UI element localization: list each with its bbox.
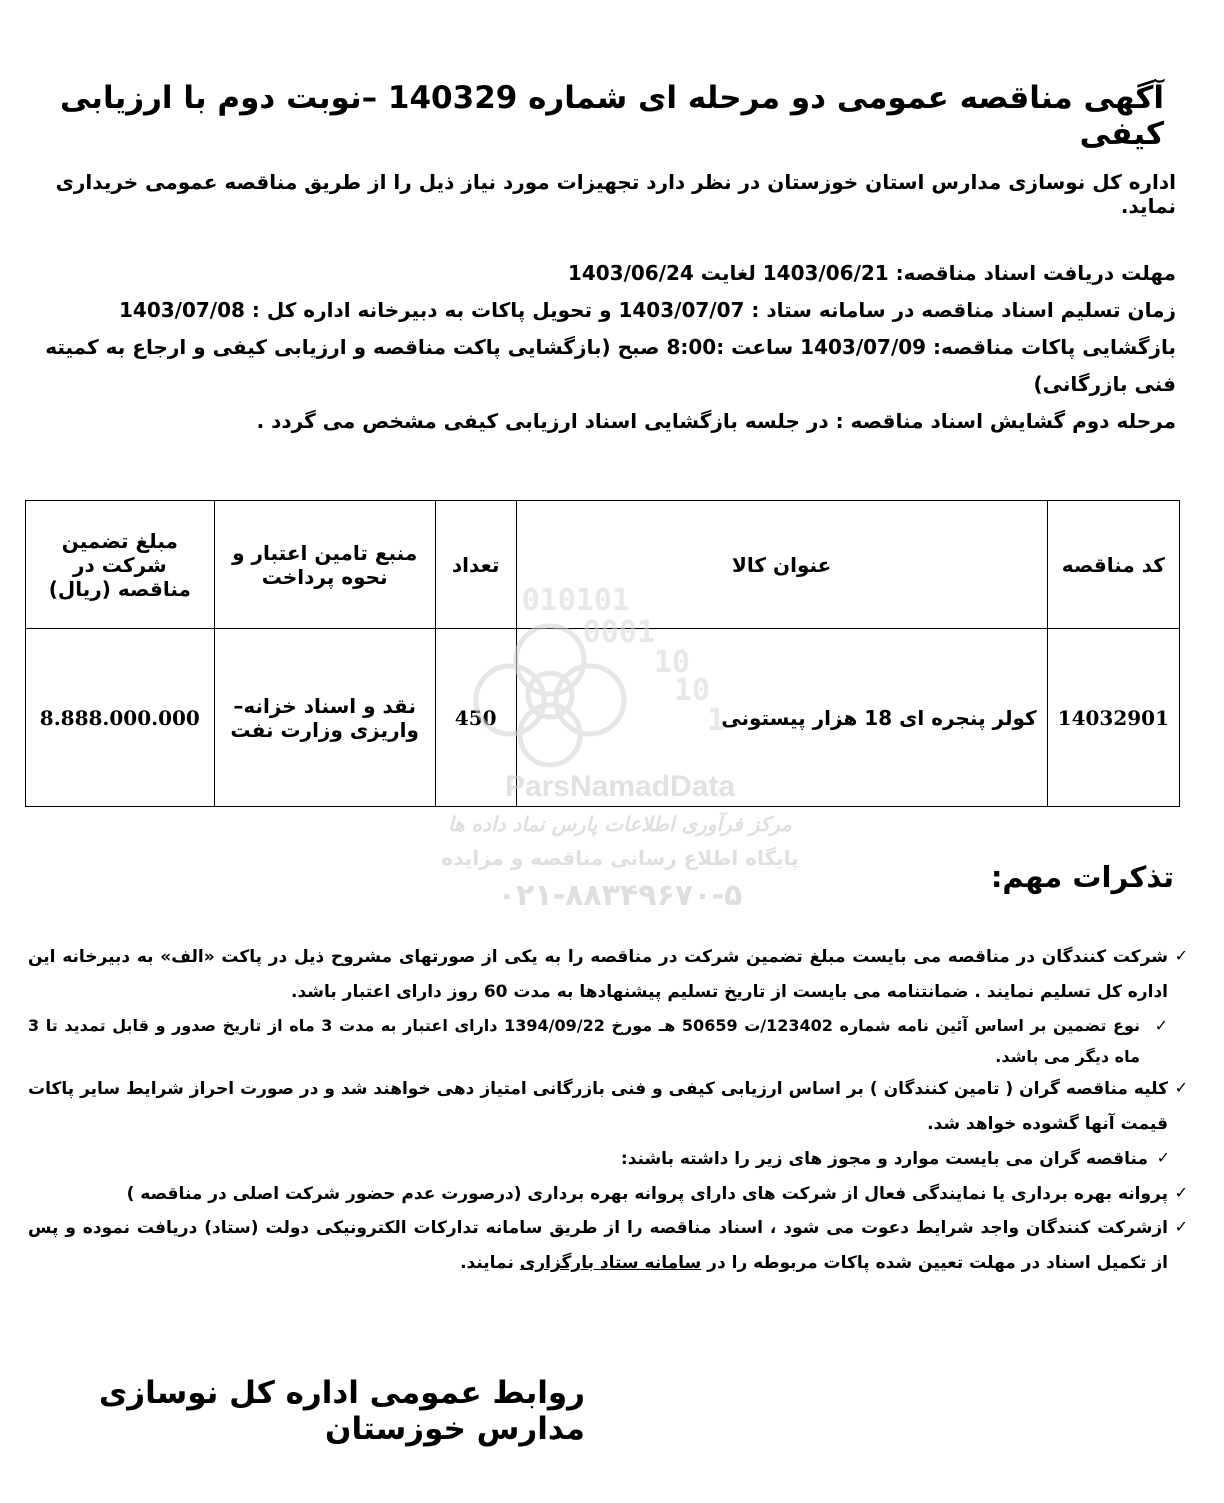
list-item: ✓ پروانه بهره برداری یا نمایندگی فعال از شرکت های دارای پروانه بهره برداری (درصورت عدم حضور شرکت اصلی در مناقصه ) xyxy=(28,1177,1188,1212)
svg-text:1: 1 xyxy=(706,703,725,738)
check-icon: ✓ xyxy=(1174,1217,1188,1237)
col-goods-header: عنوان کالا xyxy=(516,501,1047,629)
second-stage: مرحله دوم گشایش اسناد مناقصه : در جلسه بازگشایی اسناد ارزیابی کیفی مشخص می گردد . xyxy=(256,409,1176,433)
watermark-line2: پایگاه اطلاع رسانی مناقصه و مزایده xyxy=(441,846,799,870)
submission-time: زمان تسلیم اسناد مناقصه در سامانه ستاد : 1403/07/07 و تحویل پاکات به دبیرخانه اداره کل : 1403/07/08 xyxy=(118,298,1176,322)
list-item: ✓ کلیه مناقصه گران ( تامین کنندگان ) بر اساس ارزیابی کیفی و فنی بازرگانی امتیاز دهی خواهند شد و در صورت احراز شرایط سایر پاکات قیمت آنها گشوده خواهد شد. xyxy=(28,1072,1188,1142)
col-qty-header: تعداد xyxy=(435,501,516,629)
opening-time: بازگشایی پاکات مناقصه: 1403/07/09 ساعت :8:00 صبح (بازگشایی پاکت مناقصه و ارزیابی کیفی و ارجاع به کمیته فنی بازرگانی) xyxy=(45,335,1176,396)
footer-signature: روابط عمومی اداره کل نوسازی مدارس خوزستان xyxy=(98,1375,585,1447)
check-icon: ✓ xyxy=(1174,1182,1188,1202)
check-icon: ✓ xyxy=(1154,1015,1168,1035)
svg-text:10: 10 xyxy=(653,645,690,680)
svg-text:10: 10 xyxy=(673,673,710,708)
watermark-phone: ۰۲۱-۸۸۳۴۹۶۷۰-۵ xyxy=(497,878,743,913)
list-item: ✓ شرکت کنندگان در مناقصه می بایست مبلغ تضمین شرکت در مناقصه را به یکی از صورتهای مشروح ذیل در پاکت «الف» به دبیرخانه این اداره کل تسلیم نمایند . ضمانتنامه می بایست از تاریخ تسلیم پیشنهادها به مدت 60 روز دارای اعتبار باشد. xyxy=(28,940,1188,1010)
notes-list xyxy=(28,940,1188,1281)
receipt-deadline: مهلت دریافت اسناد مناقصه: 1403/06/21 لغایت 1403/06/24 xyxy=(567,261,1176,285)
list-item: ✓ نوع تضمین بر اساس آئین نامه شماره 123402/ت 50659 هـ مورخ 1394/09/22 دارای اعتبار به مدت 3 ماه از تاریخ صدور و قابل تمدید تا 3 ماه دیگر می باشد. xyxy=(28,1010,1188,1072)
cell-qty: 450 xyxy=(435,629,516,807)
cell-code: 14032901 xyxy=(1047,629,1179,807)
intro-paragraph: اداره کل نوسازی مدارس استان خوزستان در نظر دارد تجهیزات مورد نیاز ذیل را از طریق مناقصه عمومی خریداری نماید. xyxy=(55,170,1176,218)
page-title: آگهی مناقصه عمومی دو مرحله ای شماره 140329 –نوبت دوم با ارزیابی کیفی xyxy=(59,80,1164,152)
col-guarantee-header: مبلغ تضمین شرکت در مناقصه (ریال) xyxy=(26,501,215,629)
svg-text:0001: 0001 xyxy=(582,615,655,650)
list-item: ✓ ازشرکت کنندگان واجد شرایط دعوت می شود ، اسناد مناقصه را از طریق سامانه تدارکات الکترونیکی دولت (ستاد) دریافت نموده و پس از تکمیل اسناد در مهلت تعیین شده پاکات مربوطه را در سامانه ستاد بارگزاری نمایند. xyxy=(28,1211,1188,1281)
list-item: ✓ مناقصه گران می بایست موارد و مجوز های زیر را داشته باشند: xyxy=(28,1142,1188,1177)
cell-goods: کولر پنجره ای 18 هزار پیستونی xyxy=(516,629,1047,807)
schedule-info xyxy=(36,255,1176,440)
notes-heading: تذکرات مهم: xyxy=(990,860,1174,894)
svg-text:010101: 010101 xyxy=(521,583,630,618)
watermark-line1: مرکز فرآوری اطلاعات پارس نماد داده ها xyxy=(448,812,792,836)
setad-system-text: سامانه ستاد بارگزاری xyxy=(519,1253,702,1274)
table-row xyxy=(26,629,1180,807)
check-icon: ✓ xyxy=(1174,946,1188,965)
cell-guarantee: 8.888.000.000 xyxy=(26,629,215,807)
cell-funding: نقد و اسناد خزانه– واریزی وزارت نفت xyxy=(214,629,435,807)
watermark-brand: ParsNamadData xyxy=(504,770,736,803)
col-funding-header: منبع تامین اعتبار و نحوه پرداخت xyxy=(214,501,435,629)
check-icon: ✓ xyxy=(1156,1147,1170,1167)
table-header-row xyxy=(26,501,1180,629)
tender-items-table xyxy=(25,500,1180,807)
col-code-header: کد مناقصه xyxy=(1047,501,1179,629)
check-icon: ✓ xyxy=(1174,1078,1188,1098)
